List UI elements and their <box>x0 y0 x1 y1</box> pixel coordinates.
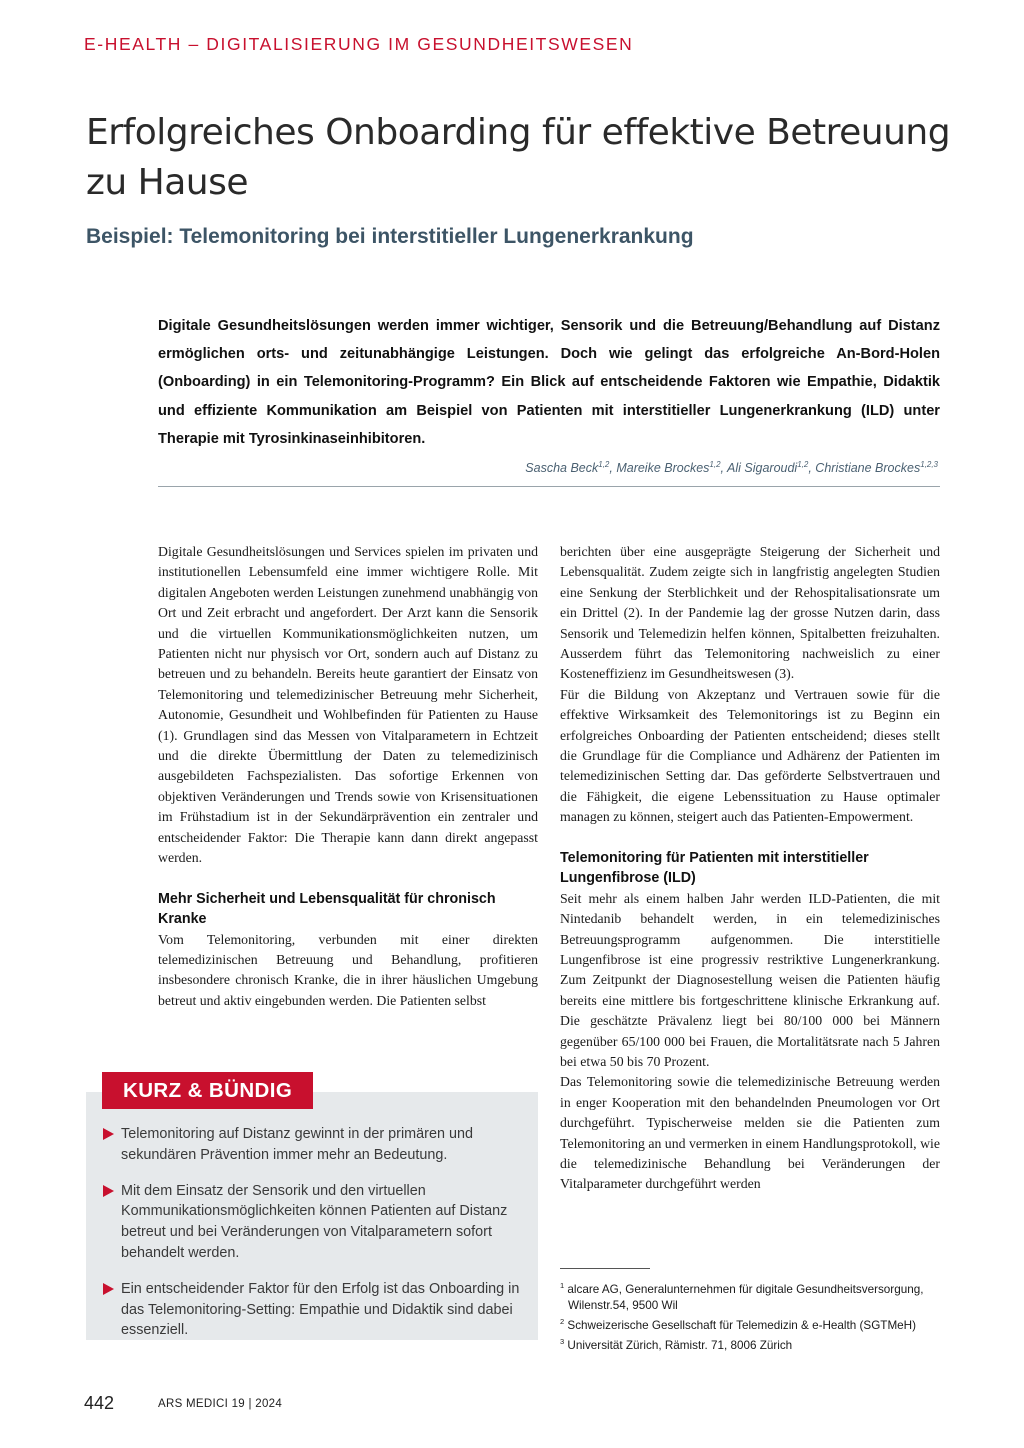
header-divider <box>158 486 940 487</box>
summary-item <box>103 1181 528 1264</box>
summary-item-text: Mit dem Einsatz der Sensorik und den virtuellen Kommunikationsmöglichkeiten können Patienten auf Distanz betreut und bei Veränderungen von Vitalparametern sofort behandelt werden. <box>121 1182 508 1261</box>
section-label: E-HEALTH – DIGITALISIERUNG IM GESUNDHEITSWESEN <box>84 34 634 54</box>
author-name: Christiane Brockes <box>815 461 921 476</box>
body-paragraph: Seit mehr als einem halben Jahr werden ILD-Patienten, die mit Nintedanib behandelt werden, in ein telemedizinisches Betreuungsprogramm aufgenommen. Die interstitielle Lungenfibrose ist eine progressiv restriktive Lungenerkrankung. Zum Zeitpunkt der Diagnosestellung weisen die Patienten häufig bereits eine mittlere bis fortgeschrittene klinische Erkrankung auf. Die geschätzte Prävalenz liegt bei 80/100 000 bei Männern gegenüber 65/100 000 bei Frauen, die Mortalitätsrate nach 5 Jahren bei etwa 50 bis 70 Prozent. <box>560 890 940 1069</box>
footnote-text: Universität Zürich, Rämistr. 71, 8006 Zürich <box>567 1339 793 1353</box>
author-affiliation: 1,2,3 <box>920 460 938 469</box>
footnote-divider <box>560 1268 650 1269</box>
page-number: 442 <box>84 1393 115 1413</box>
footnote-number: 3 <box>560 1337 565 1347</box>
author-separator: , <box>609 461 617 476</box>
article-subtitle: Beispiel: Telemonitoring bei interstitieller Lungenerkrankung <box>86 225 694 248</box>
section-heading: Telemonitoring für Patienten mit interstitieller Lungenfibrose (ILD) <box>560 849 869 887</box>
section-heading: Mehr Sicherheit und Lebensqualität für chronisch Kranke <box>158 890 496 927</box>
author-name: Ali Sigaroudi <box>727 461 798 476</box>
summary-item-text: Telemonitoring auf Distanz gewinnt in der primären und sekundären Prävention immer mehr an Bedeutung. <box>121 1126 473 1163</box>
author-affiliation: 1,2 <box>598 460 610 469</box>
summary-tag: KURZ & BÜNDIG <box>102 1072 313 1109</box>
footnote-number: 1 <box>560 1281 565 1290</box>
article-title: Erfolgreiches Onboarding für effektive Betreuung zu Hause <box>86 112 951 203</box>
arrow-right-icon <box>103 1283 114 1295</box>
arrow-right-icon <box>103 1185 114 1197</box>
footnote <box>560 1278 950 1314</box>
arrow-right-icon <box>103 1128 114 1140</box>
author-name: Sascha Beck <box>525 461 599 476</box>
author-affiliation: 1,2 <box>709 460 721 469</box>
summary-item <box>103 1279 528 1341</box>
author-line <box>525 460 938 475</box>
body-paragraph: Vom Telemonitoring, verbunden mit einer direkten telemedizinischen Betreuung und Behandlung, profitieren insbesondere chronisch Kranke, die in ihrer häuslichen Umgebung betreut und aktiv eingebunden werden. Die Patienten selbst <box>158 931 538 1008</box>
footnote <box>560 1334 950 1354</box>
author-affiliation: 1,2 <box>797 460 809 469</box>
footnote-text: Schweizerische Gesellschaft für Telemedizin & e-Health (SGTMeH) <box>567 1319 917 1333</box>
author-separator: , <box>808 461 816 476</box>
body-paragraph: Das Telemonitoring sowie die telemedizinische Betreuung werden in enger Kooperation mit den behandelnden Pneumologen vor Ort durchgeführt. Typischerweise melden sie die Patienten zum Telemonitoring an und vermerken in einem Handlungsprotokoll, wie die telemedizinische Behandlung bei Veränderungen der Vitalparameter durchgeführt werden <box>560 1074 940 1192</box>
footnote <box>560 1314 950 1334</box>
journal-name: ARS MEDICI 19 | 2024 <box>158 1398 283 1410</box>
body-paragraph: berichten über eine ausgeprägte Steigerung der Sicherheit und Lebensqualität. Zudem zeigte sich in langfristig angelegten Studien eine Senkung der Sterblichkeit und der Rehospitalisationsrate um ein Drittel (2). In der Pandemie lag der grosse Nutzen darin, dass Sensorik und Telemedizin helfen können, Spitalbetten freizuhalten. Ausserdem führt das Telemonitoring nachweislich zu einer Kosteneffizienz im Gesundheitswesen (3). <box>560 544 940 682</box>
lead-paragraph: Digitale Gesundheitslösungen werden immer wichtiger, Sensorik und die Betreuung/Behandlung auf Distanz ermöglichen orts- und zeitunabhängige Leistungen. Doch wie gelingt das erfolgreiche An-Bord-Holen (Onboarding) in ein Telemonitoring-Programm? Ein Blick auf entscheidende Faktoren wie Empathie, Didaktik und effiziente Kommunikation am Beispiel von Patienten mit interstitieller Lungenerkrankung (ILD) unter Therapie mit Tyrosinkinaseinhibitoren. <box>158 318 940 447</box>
summary-item-text: Ein entscheidender Faktor für den Erfolg ist das Onboarding in das Telemonitoring-Setting: Empathie und Didaktik sind dabei essenziell. <box>121 1280 520 1339</box>
footnotes <box>560 1278 950 1354</box>
author-separator: , <box>720 461 728 476</box>
summary-list <box>103 1124 528 1356</box>
body-paragraph: Digitale Gesundheitslösungen und Services spielen im privaten und institutionellen Lebensumfeld eine immer wichtigere Rolle. Mit digitalen Angeboten werden Leistungen zunehmend unabhängig von Ort und Zeit erbracht und angefordert. Der Arzt kann die Sensorik und die virtuellen Kommunikationsmöglichkeiten nutzen, um Patienten nicht nur physisch vor Ort, sondern auch auf Distanz zu betreuen und zu behandeln. Bereits heute garantiert der Einsatz von Telemonitoring und telemedizinischer Betreuung mehr Sicherheit, Autonomie, Gesundheit und Wohlbefinden für Patienten zu Hause (1). Grundlagen sind das Messen von Vitalparametern in Echtzeit und die direkte Übermittlung der Daten zu telemedizinisch ausgebildeten Fachspezialisten. Das sofortige Erkennen von objektiven Veränderungen und Trends sowie von Krisensituationen im Frühstadium ist in der Sekundärprävention ein zentraler und entscheidender Faktor: Die Therapie kann dann direkt angepasst werden. <box>158 544 538 866</box>
body-column-left <box>158 542 538 1011</box>
body-column-right <box>560 542 940 1195</box>
body-paragraph: Für die Bildung von Akzeptanz und Vertrauen sowie für die effektive Wirksamkeit des Telemonitorings ist zu Beginn ein erfolgreiches Onboarding der Patienten entscheidend; dieses stellt die Grundlage für die Compliance und Adhärenz der Patienten im telemedizinischen Setting dar. Das geförderte Selbstvertrauen und die Fähigkeit, die eigene Lebenssituation zu Hause optimaler managen zu können, steigert auch das Patienten-Empowerment. <box>560 686 940 825</box>
footnote-number: 2 <box>560 1317 565 1327</box>
author-name: Mareike Brockes <box>616 461 710 476</box>
footnote-text: alcare AG, Generalunternehmen für digitale Gesundheitsversorgung, Wilenstr.54, 9500 Wil <box>567 1282 924 1313</box>
summary-item <box>103 1124 528 1166</box>
